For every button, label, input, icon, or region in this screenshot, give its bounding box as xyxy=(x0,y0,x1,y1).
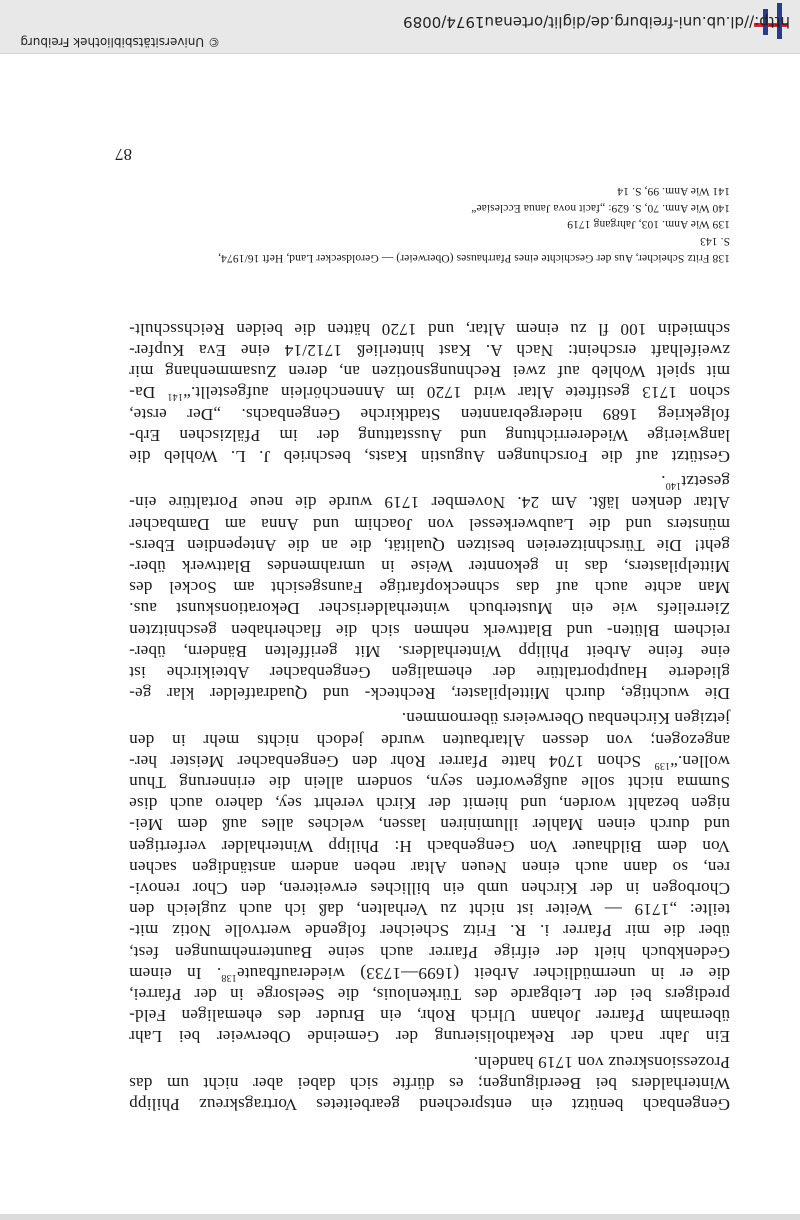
text-line xyxy=(129,751,730,771)
text-segment: Zierreliefs wie ein Musterbuch winterhalderischer Dekorationskunst aus. xyxy=(129,599,730,619)
text-line xyxy=(129,963,730,983)
text-segment: teilte: „1719 — Weiter ist nicht zu Verhalten, daß ich auch zugleich den xyxy=(129,900,730,920)
text-line xyxy=(129,1073,730,1093)
text-segment: nigen bezahlt worden, und hiemit der Kirch verehrt sey, dahero auch dise xyxy=(129,794,730,814)
footnote-138-cont: S. 143 xyxy=(700,235,730,247)
text-segment: wollen.“ xyxy=(670,751,730,771)
text-segment: folgekrieg 1689 niedergebrannten Stadtkirche Gengenbachs. „Der erste, xyxy=(129,404,730,424)
text-segment: Gengenbach benützt ein entsprechend gearbeitetes Vortragskreuz Philipp xyxy=(129,1095,730,1114)
text-line xyxy=(129,361,730,381)
text-line xyxy=(129,878,730,898)
text-line xyxy=(129,793,730,813)
text-segment: zweifelhaft erscheint: Nach A. Kast hinterließ 1712/14 eine Eva Kupfer- xyxy=(129,341,730,360)
text-segment: Gedenkbuch hielt der eifrige Pfarrer auch seine Baunternehmungen fest, xyxy=(129,942,730,962)
text-line xyxy=(661,471,730,491)
text-segment: Die wuchtige, durch Mittelpilaster, Rechteck- und Quadratfelder klar ge- xyxy=(129,684,730,704)
text-segment: reichem Blüten- und Blattwerk nehmen sich die flacherhaben geschnitzten xyxy=(129,620,730,640)
text-segment: predigers bei der Leibgarde des Türkenlouis, die Seelsorge in der Pfarrei, xyxy=(129,985,730,1004)
footnote-139: 139 Wie Anm. 103, Jahrgang 1719 xyxy=(567,218,730,230)
page-number: 87 xyxy=(115,145,132,164)
text-line xyxy=(129,556,730,576)
text-line xyxy=(402,708,730,728)
text-line xyxy=(129,836,730,856)
text-line xyxy=(129,641,730,661)
text-line xyxy=(129,446,730,466)
text-line xyxy=(129,598,730,618)
footnote-reference: 139 xyxy=(654,759,671,771)
text-line xyxy=(129,814,730,834)
text-segment: eine feine Arbeit Philipp Winterhalders. Mit geriffelten Bändern, über- xyxy=(129,641,730,661)
text-line xyxy=(129,662,730,682)
text-segment: die er in unermüdlicher Arbeit (1699—1733) wiederaufbaute xyxy=(236,963,730,983)
text-line xyxy=(129,1026,730,1046)
text-segment: mit spielt Wohleb auf zwei Rechnungsnotizen an, deren Zusammenhang mir xyxy=(129,362,730,382)
footnote-138: 138 Fritz Scheicher, Aus der Geschichte eines Pfarrhauses (Oberweier) — Geroldsecker Land, Heft 16/1974, xyxy=(218,252,730,264)
text-line xyxy=(129,319,730,339)
text-line xyxy=(129,1005,730,1025)
text-line xyxy=(129,730,730,750)
text-line xyxy=(129,577,730,597)
text-segment: münsters und die Laubwerkessel von Joachim und Anna am Dambacher xyxy=(129,514,730,534)
text-segment: schmiedin 100 fl zu einem Altar, und 1720 hätten die beiden Reichsschult- xyxy=(129,319,730,339)
text-segment: Man achte auch auf das schneckopfartige Faunsgesicht am Sockel des xyxy=(129,578,730,598)
text-segment: langwierige Wiedererrichtung und Ausstattung der im Pfälzischen Erb- xyxy=(129,425,730,445)
text-segment: geht! Die Türschnitzereien besitzen Qualität, die an die Antependien Ebers- xyxy=(129,535,730,555)
text-line xyxy=(129,984,730,1004)
text-segment: Altar denken läßt. Am 24. November 1719 wurde die neue Portaltüre ein- xyxy=(129,493,730,513)
text-segment: Ein Jahr nach der Rekatholisierung der Gemeinde Oberweier bei Lahr xyxy=(129,1027,730,1047)
text-line xyxy=(129,620,730,640)
text-segment: Summa nicht solle außgeworfen seyn, sondern allein die erinnerung Thun xyxy=(129,773,730,792)
text-line xyxy=(129,340,730,360)
text-segment: Winterhalders bei Beerdigungen; es dürfte sich dabei aber nicht um das xyxy=(129,1073,730,1093)
text-line xyxy=(129,942,730,962)
footnote-reference: 140 xyxy=(665,480,682,492)
text-segment: gliederte Hauptportaltüre der ehemaligen Gengenbacher Abteikirche ist xyxy=(129,663,730,682)
text-line xyxy=(129,514,730,534)
text-line xyxy=(129,920,730,940)
text-segment: . xyxy=(661,472,666,492)
text-segment: Schon 1704 hatte Pfarrer Rohr den Gengenbacher Meister her- xyxy=(129,751,655,771)
text-line xyxy=(129,683,730,703)
text-line xyxy=(129,492,730,512)
document-url[interactable]: http://dl.ub.uni-freiburg.de/diglit/ortenau1974/0089 xyxy=(403,13,790,31)
footnote-140: 140 Wie Anm. 70, S. 629: „facit nova Janua Ecclesiae“ xyxy=(471,202,730,214)
bottom-border xyxy=(0,1214,800,1220)
text-line xyxy=(129,857,730,877)
text-segment: Prozessionskreuz von 1719 handeln. xyxy=(473,1052,730,1072)
text-line xyxy=(129,1094,730,1114)
text-line xyxy=(473,1052,730,1072)
footnote-reference: 138 xyxy=(221,971,237,983)
text-segment: Mittelpilasters, das in gekonnter Weise in umrahmendes Blattwerk über- xyxy=(129,557,730,576)
text-line xyxy=(129,425,730,445)
institution-credit: © Universitätsbibliothek Freiburg xyxy=(20,35,220,49)
text-segment: . In einem xyxy=(128,963,222,983)
text-segment: und durch einen Mahler illuminiren lassen, welches alles auß dem Mei- xyxy=(129,815,730,835)
text-segment: ren, so dann auch einen Neuen Altar neben andern anständigen sachen xyxy=(129,857,730,877)
text-line xyxy=(129,404,730,424)
text-segment: Von dem Bildhauer Von Gengenbach H: Philipp Winterhalder verfertigen xyxy=(129,836,730,856)
text-line xyxy=(129,899,730,919)
text-segment: übernahm Pfarrer Johann Ulrich Rohr, ein Bruder des ehemaligen Feld- xyxy=(129,1006,730,1026)
text-segment: über die mir Pfarrer i. R. Fritz Scheicher folgende wertvolle Notiz mit- xyxy=(129,921,730,941)
text-line xyxy=(129,535,730,555)
viewer-header xyxy=(0,0,800,54)
text-line xyxy=(129,772,730,792)
text-segment: schon 1713 gestiftete Altar wird 1720 im Annenchörlein aufgestellt.“ xyxy=(182,383,730,403)
text-segment: angezogen; von dessen Altarbauten wurde jedoch nichts mehr in den xyxy=(129,730,730,750)
text-segment: Chorbogen in der Kirchen umb ein billiches erweiteren, den Chor renovi- xyxy=(129,879,730,898)
text-segment: jetzigen Kirchenbau Oberweiers übernommen. xyxy=(401,709,730,729)
text-segment: gesetzt xyxy=(681,472,730,492)
text-segment: Da- xyxy=(129,383,168,403)
footnote-reference: 141 xyxy=(167,391,183,403)
text-segment: Gestützt auf die Forschungen Augustin Kasts, beschrieb J. L. Wohleb die xyxy=(129,447,730,466)
text-line xyxy=(129,382,730,402)
footnote-141: 141 Wie Anm. 99, S. 14 xyxy=(617,185,730,197)
